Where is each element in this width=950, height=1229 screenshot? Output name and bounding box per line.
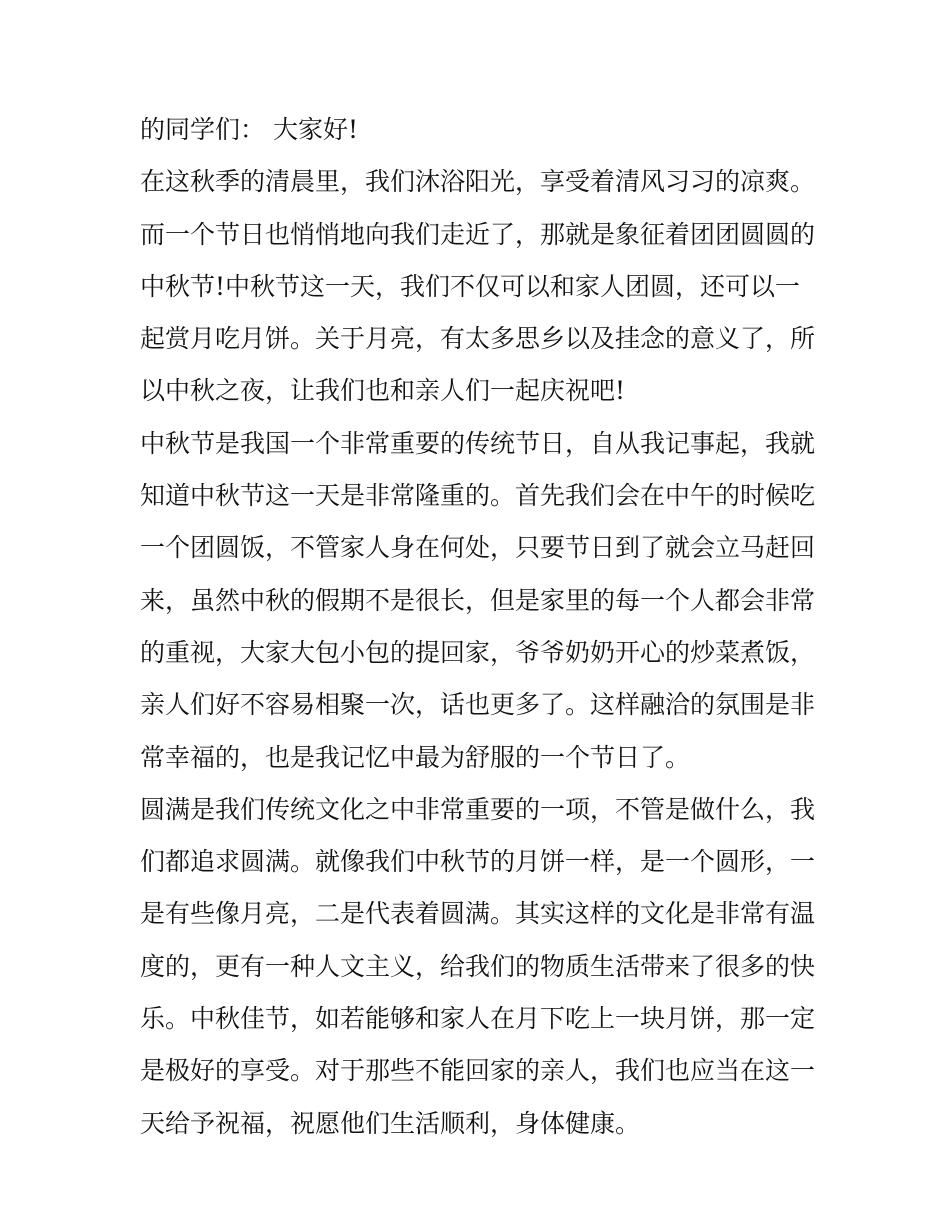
text-line: 的同学们： 大家好! — [140, 115, 358, 144]
text-line: 乐。中秋佳节，如若能够和家人在月下吃上一块月饼，那一定 — [140, 1004, 816, 1034]
text-line: 圆满是我们传统文化之中非常重要的一项，不管是做什么，我 — [140, 794, 816, 824]
text-line: 起赏月吃月饼。关于月亮，有太多思乡以及挂念的意义了，所 — [140, 324, 816, 354]
text-line: 而一个节日也悄悄地向我们走近了，那就是象征着团团圆圆的 — [140, 219, 816, 249]
text-line: 们都追求圆满。就像我们中秋节的月饼一样，是一个圆形，一 — [140, 847, 816, 877]
text-line: 常幸福的，也是我记忆中最为舒服的一个节日了。 — [140, 742, 691, 772]
text-line: 知道中秋节这一天是非常隆重的。首先我们会在中午的时候吃 — [140, 481, 816, 511]
document-body — [140, 104, 820, 1150]
text-line: 来，虽然中秋的假期不是很长，但是家里的每一个人都会非常 — [140, 585, 816, 615]
text-line: 中秋节是我国一个非常重要的传统节日，自从我记事起，我就 — [140, 428, 816, 458]
text-line: 亲人们好不容易相聚一次，话也更多了。这样融洽的氛围是非 — [140, 690, 816, 720]
text-line: 一个团圆饭，不管家人身在何处，只要节日到了就会立马赶回 — [140, 533, 816, 563]
text-line: 是极好的享受。对于那些不能回家的亲人，我们也应当在这一 — [140, 1056, 816, 1086]
text-line: 的重视，大家大包小包的提回家，爷爷奶奶开心的炒菜煮饭， — [140, 637, 816, 667]
text-line: 中秋节!中秋节这一天，我们不仅可以和家人团圆，还可以一 — [140, 271, 801, 301]
text-line: 在这秋季的清晨里，我们沐浴阳光，享受着清风习习的凉爽。 — [140, 167, 816, 197]
text-line: 度的，更有一种人文主义，给我们的物质生活带来了很多的快 — [140, 951, 816, 981]
text-line: 是有些像月亮，二是代表着圆满。其实这样的文化是非常有温 — [140, 899, 816, 929]
text-line: 天给予祝福，祝愿他们生活顺利，身体健康。 — [140, 1108, 641, 1138]
text-line: 以中秋之夜，让我们也和亲人们一起庆祝吧! — [140, 376, 626, 406]
